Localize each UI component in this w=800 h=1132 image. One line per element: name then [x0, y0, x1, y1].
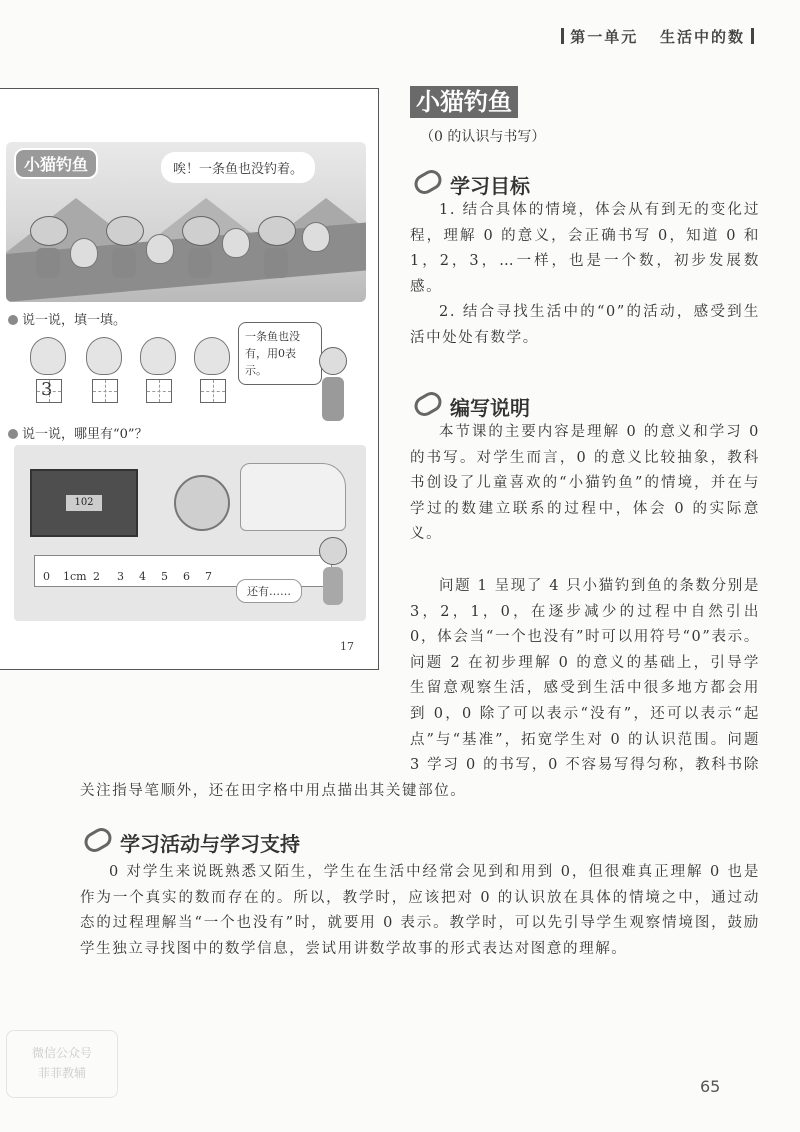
speech-bubble-boy: 还有……	[236, 579, 302, 603]
ruler-label: 0	[43, 570, 50, 583]
dial-knob	[174, 475, 230, 531]
tianzige-box	[200, 379, 226, 403]
written-digit: 3	[41, 379, 53, 400]
tianzige-box	[36, 379, 62, 403]
goals-paragraph-1: 1. 结合具体的情境，体会从有到无的变化过程，理解 0 的意义，会正确书写 0，知道 0 和 1，2，3，…一样，也是一个数，初步发展数感。	[410, 202, 760, 295]
exercise2-label: 说一说，哪里有“0”？	[8, 423, 148, 442]
fish-bag-icon	[30, 337, 66, 375]
tianzige-box	[146, 379, 172, 403]
fish-bag-icon	[140, 337, 176, 375]
cat-figure	[30, 216, 66, 278]
activities-paragraph-1: 0 对学生来说既熟悉又陌生，学生在生活中经常会见到和用到 0，但很难真正理解 0 也是作为一个真实的数而存在的。所以，教学时，应该把对 0 的认识放在具体的情境之中，通过动态的过程理解当“一个也没有”时，就要用 0 表示。教学时，可以先引导学生观察情境图，鼓励学生独立寻找图中的数学信息，尝试用讲数学故事的形式表达对图意的理解。	[80, 864, 760, 957]
tianzige-box	[92, 379, 118, 403]
fish-bag	[70, 238, 98, 268]
cat-figure	[258, 216, 294, 278]
textbook-page-number: 17	[340, 640, 354, 653]
ambulance	[240, 463, 346, 531]
teacher-figure	[318, 347, 348, 423]
ruler-label: 5	[161, 570, 168, 583]
ruler-label: 1cm	[63, 570, 87, 583]
header-unit: 第一单元	[570, 28, 639, 46]
paperclip-icon	[411, 388, 445, 419]
bullet-icon	[8, 429, 18, 439]
paperclip-icon	[411, 166, 445, 197]
elevator-number: 102	[66, 495, 102, 511]
watermark-line2: 菲菲教辅	[37, 1066, 86, 1080]
explanation-heading: 编写说明	[414, 392, 530, 421]
elevator-panel	[30, 469, 138, 537]
watermark	[6, 1030, 118, 1098]
explanation-paragraph-2: 问题 1 呈现了 4 只小猫钓到鱼的条数分别是 3，2，1，0，在逐步减少的过程中自然引出 0，体会当“一个也没有”时可以用符号“0”表示。问题 2 在初步理解 0 的意义的基础上，引导学生留意观察生活，感受到生活中很多地方都会用到 0，0 除了可以表示“没有”，还可以表示“起点”与“基准”，拓宽学生对 0 的认识范围。问题 3 学习 0 的书写，0 不容易写得匀称，教科书除关注指导笔顺外，还在田字格中用点描出其关键部位。	[80, 574, 760, 804]
ruler-label: 3	[117, 570, 124, 583]
header-bar-left	[561, 28, 564, 44]
bullet-icon	[8, 315, 18, 325]
fishing-scene	[6, 142, 366, 302]
ruler-label: 6	[183, 570, 190, 583]
fish-bag	[146, 234, 174, 264]
fish-bag	[222, 228, 250, 258]
page-number: 65	[700, 1077, 721, 1096]
header-chapter: 生活中的数	[659, 28, 745, 46]
explanation-paragraph-1: 本节课的主要内容是理解 0 的意义和学习 0 的书写。对学生而言，0 的意义比较抽象，教科书创设了儿童喜欢的“小猫钓鱼”的情境，并在与学过的数建立联系的过程中，体会 0 的实际意义。	[410, 424, 760, 543]
goals-paragraph-2: 2. 结合寻找生活中的“0”的活动，感受到生活中处处有数学。	[410, 304, 760, 346]
speech-bubble-teacher: 一条鱼也没有，用0表示。	[238, 322, 322, 385]
lesson-title: 小猫钓鱼	[410, 86, 518, 118]
ruler-label: 4	[139, 570, 146, 583]
fish-bag-icon	[194, 337, 230, 375]
text-wrap-spacer	[80, 574, 410, 754]
ruler-label: 7	[205, 570, 212, 583]
cat-figure	[182, 216, 218, 278]
cat-figure	[106, 216, 142, 278]
scene-title: 小猫钓鱼	[14, 148, 98, 179]
goals-heading: 学习目标	[414, 170, 530, 199]
activities-heading: 学习活动与学习支持	[84, 828, 300, 857]
watermark-line1: 微信公众号	[31, 1046, 92, 1060]
paperclip-icon	[81, 824, 115, 855]
exercise1-label: 说一说，填一填。	[8, 309, 126, 328]
chapter-header	[555, 26, 760, 47]
header-bar-right	[751, 28, 754, 44]
speech-bubble-top: 唉！一条鱼也没钓着。	[161, 152, 315, 183]
ruler-label: 2	[93, 570, 100, 583]
fish-bag	[302, 222, 330, 252]
lesson-subtitle: （0 的认识与书写）	[420, 129, 546, 145]
fish-bag-icon	[86, 337, 122, 375]
